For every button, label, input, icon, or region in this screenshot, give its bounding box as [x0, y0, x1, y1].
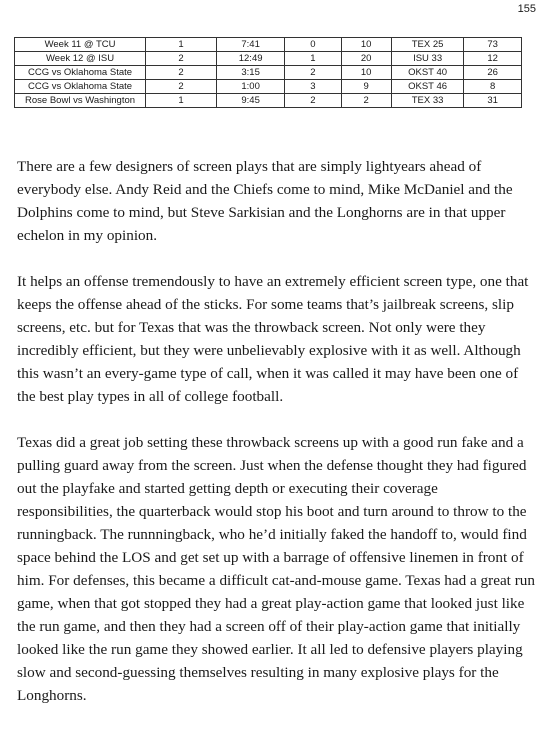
table-cell-field-position: OKST 46 — [391, 80, 464, 94]
table-row — [15, 38, 522, 52]
table-cell-game: Week 12 @ ISU — [15, 52, 146, 66]
table-cell-yards: 31 — [464, 94, 522, 108]
table-cell-yards: 26 — [464, 66, 522, 80]
table-cell-down: 1 — [285, 52, 341, 66]
table-cell-field-position: ISU 33 — [391, 52, 464, 66]
table-cell-down: 2 — [285, 66, 341, 80]
body-text — [17, 155, 537, 730]
table-cell-time: 7:41 — [216, 38, 284, 52]
table-cell-time: 9:45 — [216, 94, 284, 108]
table-cell-field-position: TEX 25 — [391, 38, 464, 52]
table-cell-distance: 9 — [341, 80, 391, 94]
table-row — [15, 66, 522, 80]
table-cell-distance: 20 — [341, 52, 391, 66]
table-cell-quarter: 1 — [146, 38, 217, 52]
table-cell-down: 3 — [285, 80, 341, 94]
table-cell-quarter: 1 — [146, 94, 217, 108]
table-cell-down: 0 — [285, 38, 341, 52]
table-cell-game: CCG vs Oklahoma State — [15, 66, 146, 80]
table-cell-field-position: TEX 33 — [391, 94, 464, 108]
table-cell-yards: 8 — [464, 80, 522, 94]
table-cell-distance: 10 — [341, 66, 391, 80]
table-cell-time: 3:15 — [216, 66, 284, 80]
table-cell-distance: 10 — [341, 38, 391, 52]
plays-table — [14, 37, 522, 108]
paragraph: It helps an offense tremendously to have an extremely efficient screen type, one that keeps the offense ahead of the sticks. For some teams that’s jailbreak screens, slip screens, etc. but for Texas that was the throwback screen. Not only were they incredibly efficient, but they were unbelievably explosive with it as well. Although this wasn’t an every-game type of call, when it was called it may have been one of the best play types in all of college football. — [17, 273, 529, 405]
table-row — [15, 52, 522, 66]
table-cell-time: 12:49 — [216, 52, 284, 66]
page-number: 155 — [517, 3, 536, 15]
table-cell-yards: 73 — [464, 38, 522, 52]
table-cell-field-position: OKST 40 — [391, 66, 464, 80]
table-cell-time: 1:00 — [216, 80, 284, 94]
table-cell-game: CCG vs Oklahoma State — [15, 80, 146, 94]
table-cell-game: Week 11 @ TCU — [15, 38, 146, 52]
table-row — [15, 94, 522, 108]
table-cell-game: Rose Bowl vs Washington — [15, 94, 146, 108]
table-cell-yards: 12 — [464, 52, 522, 66]
table-row — [15, 80, 522, 94]
paragraph: There are a few designers of screen plays that are simply lightyears ahead of everybody else. Andy Reid and the Chiefs come to mind, Mike McDaniel and the Dolphins come to mind, but Steve Sarkisian and the Longhorns are in that upper echelon in my opinion. — [17, 158, 513, 244]
table-cell-distance: 2 — [341, 94, 391, 108]
table-cell-quarter: 2 — [146, 66, 217, 80]
paragraph: Texas did a great job setting these throwback screens up with a good run fake and a pulling guard away from the screen. Just when the defense thought they had figured out the playfake and started getting depth or executing their coverage responsibilities, the quarterback would stop his boot and turn around to throw to the runningback. The runnningback, who he’d initially faked the handoff to, would find space behind the LOS and get set up with a barrage of offensive linemen in front of him. For defenses, this became a difficult cat-and-mouse game. Texas had a great run game, when that got stopped they had a great play-action game that looked just like the run game, and then they had a screen off of their play-action game that initially looked like the run game they showed earlier. It all led to defensive players playing slow and second-guessing themselves resulting in many explosive plays for the Longhorns. — [17, 434, 535, 704]
table-cell-quarter: 2 — [146, 52, 217, 66]
table-cell-down: 2 — [285, 94, 341, 108]
table-cell-quarter: 2 — [146, 80, 217, 94]
